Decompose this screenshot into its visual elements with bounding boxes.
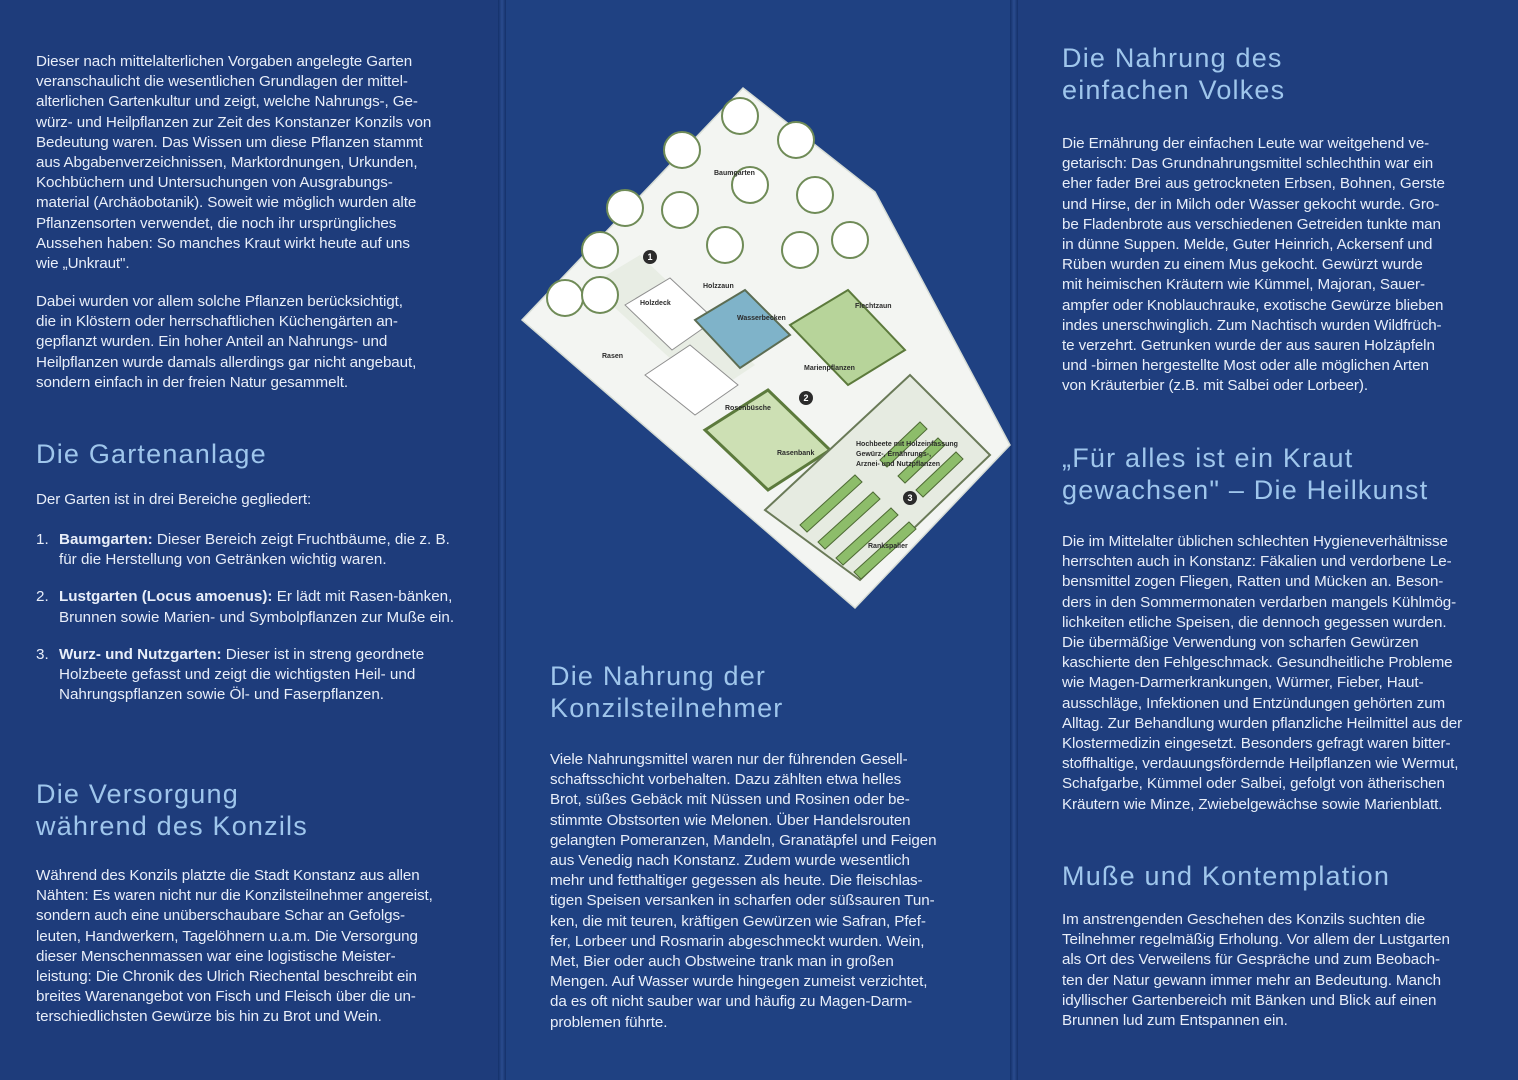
garden-areas-list [36,530,456,722]
map-label: Holzdeck [640,300,671,307]
participants-heading: Die Nahrung der Konzilsteilnehmer [550,661,784,723]
leisure-heading: Muße und Kontemplation [1062,861,1391,891]
map-label: Wasserbecken [737,315,786,322]
map-label: Marienpflanzen [804,365,855,372]
list-item-text: Dieser ist in streng geordnete Holzbeete gefasst und zeigt die wichtigsten Heil- und Nahrungspflanzen sowie Öl- und Faserpflanzen. [59,645,425,704]
list-item [36,645,456,706]
healing-paragraph: Die im Mittelalter üblichen schlechten Hygieneverhältnisse herrschten auch in Konstanz: Fäkalien und verdorbene Le- bensmittel zogen Fliegen, Ratten und Mücken an. Beson- ders in den Sommermonaten verdarben mangels Kühlmög- lichkeiten etliche Speisen, die dennoch gegessen wurden. Die übermäßige Verwendung von scharfen Gewürzen kaschierte den Fehlgeschmack. Gesundheitliche Probleme wie Magen-Darmerkrankungen, Würmer, Fieber, Haut- ausschläge, Infektionen und Entzündungen gehörten zum Alltag. Zur Behandlung wurden pflanzliche Heilmittel aus der Klostermedizin eingesetzt. Besonders gefragt waren bitter- stoffhaltige, verdauungsfördernde Heilpflanzen wie Wermut, Schafgarbe, Kümmel oder Salbei, gefolgt von ätherischen Kräutern wie Minze, Zwiebelgewächse sowie Marienblatt. [1062,533,1463,813]
map-label: Flechtzaun [855,303,892,310]
marker-number: 3 [907,493,913,503]
map-label: Rasenbank [777,450,815,457]
marker-number: 1 [647,252,653,262]
supply-paragraph: Während des Konzils platzte die Stadt Konstanz aus allen Nähten: Es waren nicht nur die Konzilsteilnehmer angereist, sondern auch eine unüberschaubare Schar an Gefolgs- leuten, Handwerkern, Tagelöhnern u.a.m. Die Versorgung dieser Menschenmassen war eine logistische Meister- leistung: Die Chronik des Ulrich Riechental beschreibt ein breites Warenangebot von Fisch und Fleisch über die un- terschiedlichsten Gewürze bis hin zu Brot und Wein. [36,867,433,1026]
list-item-text: Er lädt mit Rasen-bänken, Brunnen sowie Marien- und Symbolpflanzen zur Muße ein. [59,588,455,626]
map-label: Baumgarten [714,170,755,177]
list-item-text: Dieser Bereich zeigt Fruchtbäume, die z. B. für die Herstellung von Getränken wichtig waren. [59,531,450,569]
map-label: Holzzaun [703,283,734,290]
intro-paragraph-1: Dieser nach mittelalterlichen Vorgaben angelegte Garten veranschaulicht die wesentlichen Grundlagen der mittel- alterlichen Gartenkultur und zeigt, welche Nahrungs-, Ge- würz- und Heilpflanzen zur Zeit des Konstanzer Konzils von Bedeutung waren. Das Wissen um diese Pflanzen stammt aus Abgabenverzeichnissen, Marktordnungen, Urkunden, Kochbüchern und Untersuchungen von Ausgrabungs- material (Archäobotanik). Soweit wie möglich wurden alte Pflanzensorten verwendet, die noch ihr ursprüngliches Aussehen haben: So manches Kraut wirkt heute auf uns wie „Unkraut". [36,53,432,273]
map-label: Arznei- und Nutzpflanzen [856,461,940,468]
list-number: 2. [36,588,49,606]
map-label: Rankspalier [868,543,908,550]
healing-heading: „Für alles ist ein Kraut gewachsen" – Die Heilkunst [1062,443,1429,505]
people-heading: Die Nahrung des einfachen Volkes [1062,43,1286,105]
list-item [36,530,456,570]
garden-intro: Der Garten ist in drei Bereiche gegliedert: [36,491,312,508]
area-marker-3 [903,491,917,505]
people-paragraph: Die Ernährung der einfachen Leute war weitgehend ve- getarisch: Das Grundnahrungsmittel schlechthin war ein eher fader Brei aus getrockneten Erbsen, Bohnen, Gerste und Hirse, der in Milch oder Wasser gekocht wurde. Gro- be Fladenbrote aus verschiedenen Getreiden tunkte man in dünne Suppen. Melde, Guter Heinrich, Ackersenf und Rüben wurden zu einem Mus gekocht. Gewürzt wurde mit heimischen Kräutern wie Kümmel, Majoran, Sauer- ampfer oder Knoblauchrauke, exotische Gewürze blieben indes unerschwinglich. Zum Nachtisch wurden Wildfrüch- te verzehrt. Getrunken wurde der aus sauren Holzäpfeln und -birnen hergestellte Most oder alle möglichen Arten von Kräuterbier (z.B. mit Salbei oder Lorbeer). [1062,135,1445,395]
supply-heading: Die Versorgung während des Konzils [36,779,308,841]
map-label: Gewürz-, Ernährungs-, [856,451,932,458]
marker-number: 2 [803,393,809,403]
map-label: Rosenbüsche [725,405,771,412]
list-item-title: Lustgarten (Locus amoenus): [59,588,273,606]
list-item-title: Baumgarten: [59,531,153,548]
participants-paragraph: Viele Nahrungsmittel waren nur der führenden Gesell- schaftsschicht vorbehalten. Dazu zählten etwa helles Brot, süßes Gebäck mit Nüssen und Rosinen oder be- stimmte Obstsorten wie Melonen. Über Handelsrouten gelangten Pomeranzen, Mandeln, Granatäpfel und Feigen aus Venedig nach Konstanz. Zudem wurde wesentlich mehr und fetthaltiger gegessen als heute. Die fleischlas- tigen Speisen versanken in scharfen oder süßsauren Tun- ken, die mit teuren, kräftigen Gewürzen wie Safran, Pfef- fer, Lorbeer und Rosmarin abgeschmeckt wurden. Wein, Met, Bier oder auch Obstweine trank man in großen Mengen. Auf Wasser wurde hingegen zumeist verzichtet, da es oft nicht sauber war und häufig zu Magen-Darm- problemen führte. [550,751,937,1031]
list-number: 3. [36,645,49,663]
leisure-paragraph: Im anstrengenden Geschehen des Konzils suchten die Teilnehmer regelmäßig Erholung. Vor allem der Lustgarten als Ort des Verweilens für Gespräche und zum Beobach- ten der Natur gewann immer mehr an Bedeutung. Manch idyllischer Gartenbereich mit Bänken und Blick auf einen Brunnen lud zum Entspannen ein. [1062,911,1450,1030]
garden-heading: Die Gartenanlage [36,439,267,469]
map-label: Hochbeete mit Holzeinfassung [856,441,958,448]
map-label: Rasen [602,353,624,360]
list-item-title: Wurz- und Nutzgarten: [59,645,222,663]
area-marker-1 [643,250,657,264]
list-item [36,587,456,627]
area-marker-2 [799,391,813,405]
list-number: 1. [36,531,49,548]
garden-plan-map [500,80,1040,620]
intro-paragraph-2: Dabei wurden vor allem solche Pflanzen berücksichtigt, die in Klöstern oder herrschaftlichen Küchengärten an- gepflanzt wurden. Ein hoher Anteil an Nahrungs- und Heilpflanzen wurde damals allerdings gar nicht angebaut, sondern einfach in der freien Natur gesammelt. [36,293,417,391]
